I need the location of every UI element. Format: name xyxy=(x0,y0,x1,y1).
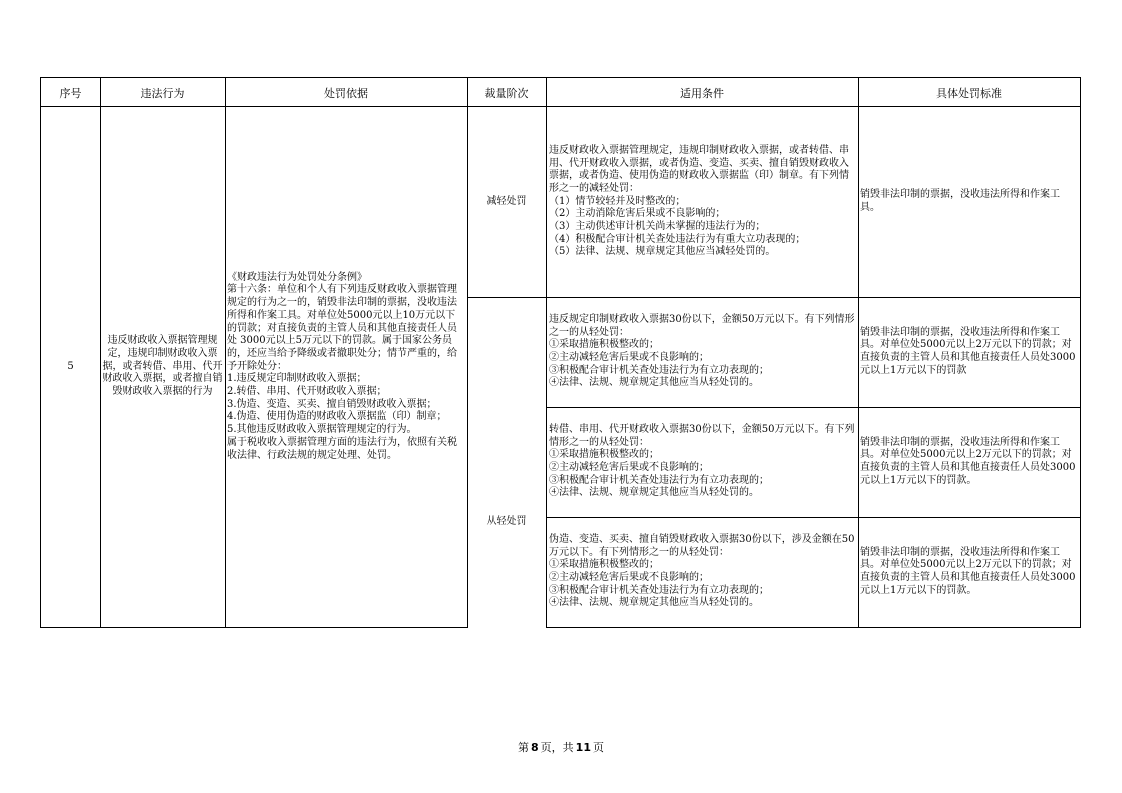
grid-line xyxy=(225,77,226,628)
grid-line xyxy=(40,77,41,628)
grid-line xyxy=(858,77,859,628)
footer-prefix: 第 xyxy=(518,741,530,754)
page-footer xyxy=(0,738,1122,756)
grid-line xyxy=(467,77,468,628)
condition-mitigated: 违反财政收入票据管理规定，违规印制财政收入票据，或者转借、串用、代开财政收入票据，或者伪造、变造、买卖、擅自销毁财政收入票据，或者伪造、使用伪造的财政收入票据监（印）制章。有下列情形之一的减轻处罚： （1）情节较轻并及时整改的； （2）主动消除危害后果或不良影响的； （3）主动供述审计机关尚未掌握的违法行为的； （4）积极配合审计机关查处违法行为有重大立功表现的； （5）法律、法规、规章规定其他应当减轻处罚的。 xyxy=(549,144,849,258)
standard-lighter-3: 销毁非法印制的票据，没收违法所得和作案工具。对单位处5000元以上2万元以下的罚款；对直接负责的主管人员和其他直接责任人员处3000元以上1万元以下的罚款。 xyxy=(860,546,1076,596)
header-standard: 具体处罚标准 xyxy=(936,86,1002,100)
footer-suffix: 页 xyxy=(592,741,604,754)
grid-line xyxy=(100,77,101,628)
grid-line xyxy=(546,517,1081,518)
condition-lighter-1: 违反规定印制财政收入票据30份以下，金额50万元以下。有下列情形之一的从轻处罚： ①采取措施积极整改的； ②主动减轻危害后果或不良影响的； ③积极配合审计机关查处违法行为有立功表现的； ④法律、法规、规章规定其他应当从轻处罚的。 xyxy=(549,313,855,389)
grid-line xyxy=(40,106,1081,107)
footer-mid: 页，共 xyxy=(540,741,574,754)
grid-line xyxy=(546,407,1081,408)
row-seq: 5 xyxy=(67,360,74,372)
header-violation: 违法行为 xyxy=(140,86,185,100)
footer-total-pages: 11 xyxy=(575,740,591,754)
condition-lighter-2: 转借、串用、代开财政收入票据30份以下，金额50万元以下。有下列情形之一的从轻处罚： ①采取措施积极整改的； ②主动减轻危害后果或不良影响的； ③积极配合审计机关查处违法行为有立功表现的； ④法律、法规、规章规定其他应当从轻处罚的。 xyxy=(549,423,855,499)
header-condition: 适用条件 xyxy=(680,86,724,100)
row-violation: 违反财政收入票据管理规定，违规印制财政收入票据，或者转借、串用、代开财政收入票据，或者擅自销毁财政收入票据的行为 xyxy=(102,335,223,398)
footer-page-number: 8 xyxy=(531,740,539,754)
header-seq: 序号 xyxy=(59,86,82,100)
standard-mitigated: 销毁非法印制的票据，没收违法所得和作案工具。 xyxy=(860,189,1060,213)
header-level: 裁量阶次 xyxy=(484,86,529,100)
standard-lighter-2: 销毁非法印制的票据，没收违法所得和作案工具。对单位处5000元以上2万元以下的罚款；对直接负责的主管人员和其他直接责任人员处3000元以上1万元以下的罚款。 xyxy=(860,436,1076,486)
grid-line xyxy=(546,627,1081,628)
grid-line xyxy=(467,297,1081,298)
row-basis: 《财政违法行为处罚处分条例》 第十六条：单位和个人有下列违反财政收入票据管理规定的行为之一的，销毁非法印制的票据，没收违法所得和作案工具。对单位处5000元以上10万元以下的罚款；对直接负责的主管人员和其他直接责任人员处 3000元以上5万元以下的罚款。属于国家公务员的，还应当给予降级或者撤职处分；情节严重的，给予开除处分： 1.违反规定印制财政收入票据； 2.转借、串用、代开财政收入票据； 3.伪造、变造、买卖、擅自销毁财政收入票据； 4.伪造、使用伪造的财政收入票据监（印）制章； 5.其他违反财政收入票据管理规定的行为。 属于税收收入票据管理方面的违法行为，依照有关税收法律、行政法规的规定处理、处罚。 xyxy=(227,271,457,461)
header-basis: 处罚依据 xyxy=(324,86,368,100)
grid-line xyxy=(546,77,547,628)
grid-line xyxy=(1080,77,1081,628)
condition-lighter-3: 伪造、变造、买卖、擅自销毁财政收入票据30份以下，涉及金额在50万元以下。有下列情形之一的从轻处罚： ①采取措施积极整改的； ②主动减轻危害后果或不良影响的； ③积极配合审计机关查处违法行为有立功表现的； ④法律、法规、规章规定其他应当从轻处罚的。 xyxy=(549,533,855,609)
grid-line xyxy=(40,77,1081,78)
standard-lighter-1: 销毁非法印制的票据，没收违法所得和作案工具。对单位处5000元以上2万元以下的罚款；对直接负责的主管人员和其他直接责任人员处3000元以上1万元以下的罚款 xyxy=(860,326,1076,376)
level-mitigated: 减轻处罚 xyxy=(486,195,527,207)
level-lighter: 从轻处罚 xyxy=(486,515,527,527)
grid-line xyxy=(40,627,468,628)
